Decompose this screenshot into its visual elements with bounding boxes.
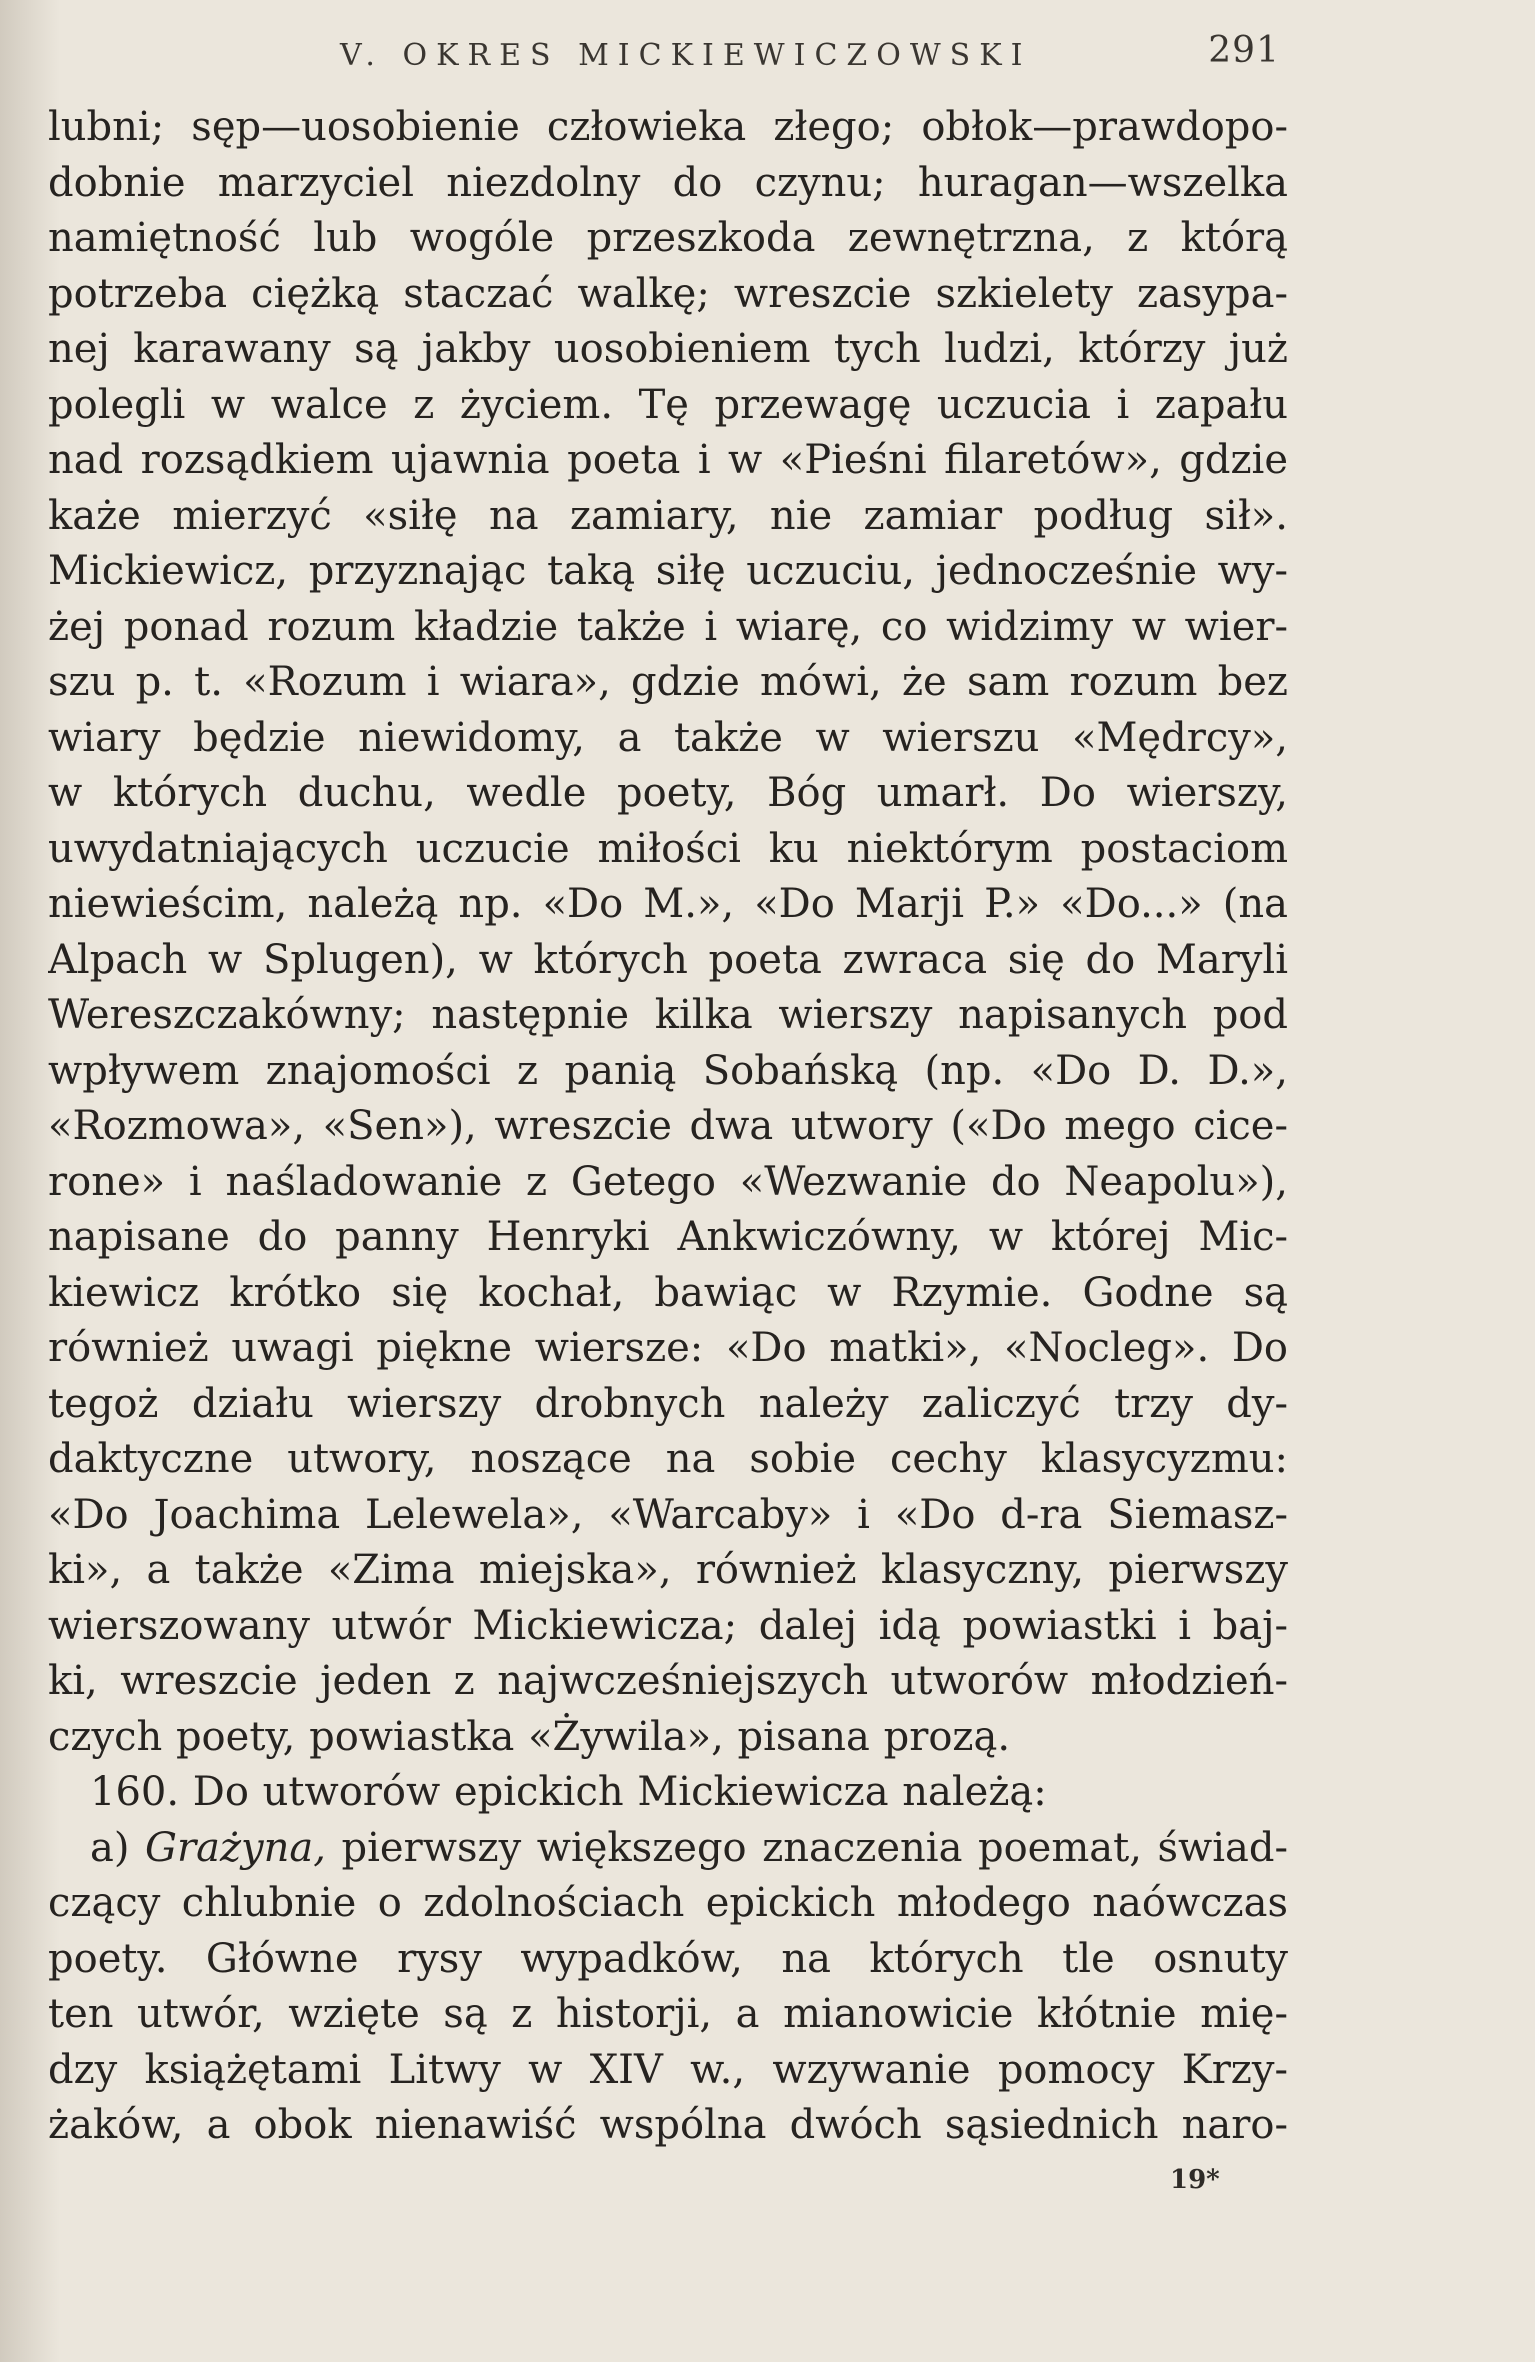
text-line: rone» i naśladowanie z Getego «Wezwanie do Neapolu»), — [48, 1158, 1288, 1205]
text-line: uwydatniających uczucie miłości ku niektórym postaciom — [48, 825, 1288, 872]
section-number: 160. — [90, 1769, 180, 1815]
text-line: dzy książętami Litwy w XIV w., wzywanie pomocy Krzy- — [48, 2046, 1288, 2093]
text-line: również uwagi piękne wiersze: «Do matki», «Nocleg». Do — [48, 1325, 1288, 1371]
text-line: tegoż działu wierszy drobnych należy zaliczyć trzy dy- — [48, 1380, 1288, 1427]
text-line: daktyczne utwory, noszące na sobie cechy klasycyzmu: — [48, 1436, 1288, 1482]
text-line: żaków, a obok nienawiść wspólna dwóch sąsiednich naro- — [48, 2102, 1288, 2148]
text-line: czący chlubnie o zdolnościach epickich młodego naówczas — [48, 1880, 1288, 1926]
text-line: kiewicz krótko się kochał, bawiąc w Rzymie. Godne są — [48, 1269, 1288, 1316]
printer-signature: 19* — [1170, 2165, 1220, 2195]
body-text — [48, 100, 1288, 2154]
text-line: dobnie marzyciel niezdolny do czynu; huragan—wszelka — [48, 159, 1288, 206]
item-text: pierwszy większego znaczenia poemat, świad- — [341, 1824, 1288, 1871]
text-line: «Rozmowa», «Sen»), wreszcie dwa utwory («Do mego cice- — [48, 1103, 1288, 1149]
page-number: 291 — [1208, 30, 1280, 71]
text-line: Mickiewicz, przyznając taką siłę uczuciu, jednocześnie wy- — [48, 548, 1288, 594]
text-line: potrzeba ciężką staczać walkę; wreszcie szkielety zasypa- — [48, 270, 1288, 317]
text-line: czych poety, powiastka «Żywila», pisana prozą. — [48, 1713, 1011, 1760]
text-line: wiary będzie niewidomy, a także w wierszu «Mędrcy», — [48, 714, 1288, 761]
text-line: ki», a także «Zima miejska», również klasyczny, pierwszy — [48, 1547, 1288, 1593]
running-head — [340, 30, 1280, 90]
section-text: Do utworów epickich Mickiewicza należą: — [192, 1769, 1047, 1815]
text-line: namiętność lub wogóle przeszkoda zewnętrzna, z którą — [48, 215, 1288, 261]
text-line: napisane do panny Henryki Ankwiczówny, w której Mic- — [48, 1214, 1288, 1260]
text-line: nej karawany są jakby uosobieniem tych ludzi, którzy już — [48, 326, 1288, 372]
text-line: Alpach w Splugen), w których poeta zwraca się do Maryli — [48, 936, 1288, 983]
text-line: ten utwór, wzięte są z historji, a mianowicie kłótnie mię- — [48, 1991, 1288, 2037]
text-line: w których duchu, wedle poety, Bóg umarł. Do wierszy, — [48, 770, 1288, 816]
text-line: Wereszczakówny; następnie kilka wierszy napisanych pod — [48, 992, 1288, 1038]
text-line: nad rozsądkiem ujawnia poeta i w «Pieśni filaretów», gdzie — [48, 437, 1288, 483]
text-line: lubni; sęp—uosobienie człowieka złego; obłok—prawdopo- — [48, 104, 1288, 150]
text-line: niewieścim, należą np. «Do M.», «Do Marji P.» «Do...» (na — [48, 881, 1288, 927]
item-a-first-line — [48, 1821, 1288, 1877]
work-title: Grażyna, — [145, 1824, 326, 1871]
text-line: polegli w walce z życiem. Tę przewagę uczucia i zapału — [48, 381, 1288, 428]
text-line: żej ponad rozum kładzie także i wiarę, co widzimy w wier- — [48, 603, 1288, 650]
item-marker: a) — [90, 1824, 130, 1871]
text-line: ki, wreszcie jeden z najwcześniejszych utworów młodzień- — [48, 1658, 1288, 1704]
section-heading-160 — [48, 1765, 1288, 1821]
text-line: szu p. t. «Rozum i wiara», gdzie mówi, że sam rozum bez — [48, 659, 1288, 705]
text-line: «Do Joachima Lelewela», «Warcaby» i «Do d-ra Siemasz- — [48, 1491, 1288, 1538]
chapter-title: V. OKRES MICKIEWICZOWSKI — [340, 38, 1032, 73]
text-line: wierszowany utwór Mickiewicza; dalej idą powiastki i baj- — [48, 1602, 1288, 1649]
text-line: poety. Główne rysy wypadków, na których tle osnuty — [48, 1935, 1288, 1982]
text-line: wpływem znajomości z panią Sobańską (np. «Do D. D.», — [48, 1047, 1288, 1094]
text-line: każe mierzyć «siłę na zamiary, nie zamiar podług sił». — [48, 492, 1288, 539]
